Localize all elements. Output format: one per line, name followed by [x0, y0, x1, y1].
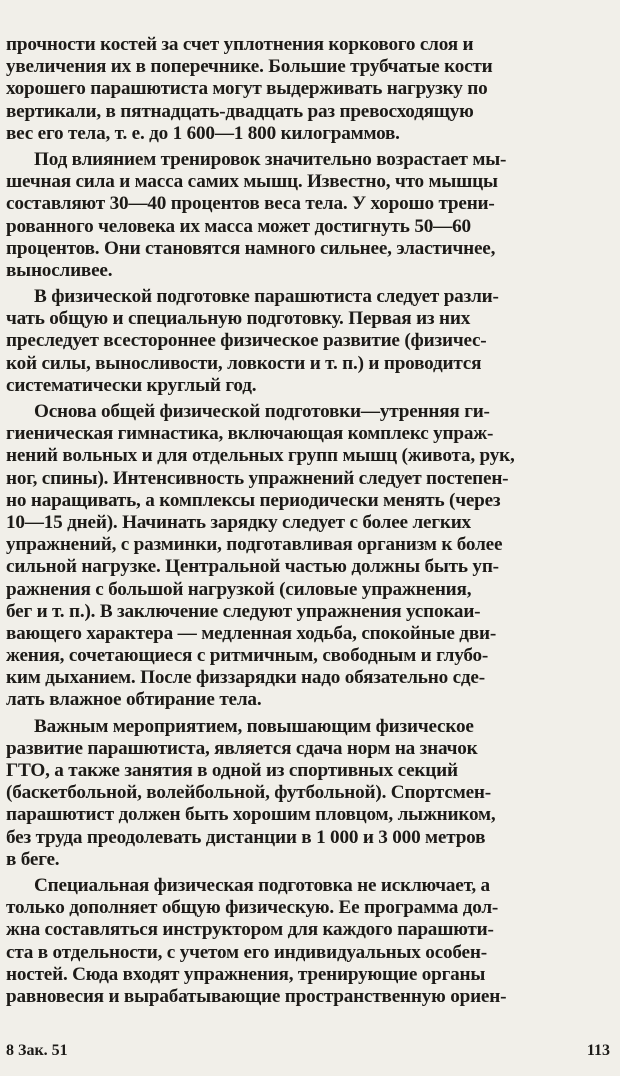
text-line: 10—15 дней). Начинать зарядку следует с более легких [6, 511, 471, 533]
text-line: увеличения их в поперечнике. Большие трубчатые кости [6, 56, 493, 78]
text-line: жна составляться инструктором для каждого парашюти- [6, 919, 494, 941]
body-text [6, 34, 610, 1008]
text-line: жения, сочетающиеся с ритмичным, свободным и глубо- [6, 645, 489, 667]
text-line: ста в отдельности, с учетом его индивидуальных особен- [6, 941, 487, 963]
text-line: но наращивать, а комплексы периодически менять (через [6, 489, 501, 511]
paragraph-first-line: Основа общей физической подготовки—утренняя ги- [34, 401, 490, 422]
text-line: без труда преодолевать дистанции в 1 000 и 3 000 метров [6, 826, 486, 848]
text-line: систематически круглый год. [6, 374, 257, 396]
text-line: в беге. [6, 848, 60, 870]
text-line: преследует всестороннее физическое развитие (физичес- [6, 330, 487, 352]
text-line: составляют 30—40 процентов веса тела. У хорошо трени- [6, 193, 495, 215]
paragraph-first-line: Под влиянием тренировок значительно возрастает мы- [34, 148, 507, 170]
text-line: рованного человека их масса может достигнуть 50—60 [6, 215, 471, 237]
page-number: 113 [586, 1042, 610, 1059]
printer-signature: 8 Зак. 51 [6, 1042, 68, 1059]
text-line: процентов. Они становятся намного сильнее, эластичнее, [6, 237, 496, 259]
text-line: бег и т. п.). В заключение следуют упражнения успокаи- [6, 600, 481, 622]
paragraph-first-line: Специальная физическая подготовка не исключает, а [34, 874, 490, 896]
text-line: нений вольных и для отдельных групп мышц (живота, рук, [6, 445, 515, 467]
page-footer [6, 1042, 610, 1064]
text-line: (баскетбольной, волейбольной, футбольной). Спортсмен- [6, 782, 491, 804]
paragraph-first-line: Важным мероприятием, повышающим физическое [34, 715, 474, 737]
text-line: чать общую и специальную подготовку. Первая из них [6, 308, 471, 330]
text-line: кой силы, выносливости, ловкости и т. п.) и проводится [6, 352, 482, 374]
text-line: выносливее. [6, 259, 113, 281]
text-line: только дополняет общую физическую. Ее программа дол- [6, 897, 499, 919]
text-line: вертикали, в пятнадцать-двадцать раз превосходящую [6, 100, 474, 122]
text-line: гиеническая гимнастика, включающая комплекс упраж- [6, 423, 494, 445]
text-line: ГТО, а также занятия в одной из спортивных секций [6, 760, 458, 781]
text-line: лать влажное обтирание тела. [6, 689, 262, 711]
text-line: равновесия и вырабатывающие пространственную ориен- [6, 985, 507, 1007]
text-line: шечная сила и масса самих мышц. Известно, что мышцы [6, 171, 498, 193]
text-line: ностей. Сюда входят упражнения, тренирующие органы [6, 963, 486, 985]
text-line: парашютист должен быть хорошим пловцом, лыжником, [6, 804, 496, 826]
text-line: ким дыханием. После физзарядки надо обязательно сде- [6, 667, 485, 689]
text-line: вающего характера — медленная ходьба, спокойные дви- [6, 622, 497, 644]
text-line: ражнения с большой нагрузкой (силовые упражнения, [6, 578, 472, 600]
text-line: хорошего парашютиста могут выдерживать нагрузку по [6, 78, 488, 100]
text-line: развитие парашютиста, является сдача норм на значок [6, 737, 478, 759]
text-line: вес его тела, т. е. до 1 600—1 800 килограммов. [6, 122, 400, 144]
text-line: ног, спины). Интенсивность упражнений следует постепен- [6, 467, 509, 489]
text-line: упражнений, с разминки, подготавливая организм к более [6, 534, 503, 556]
text-line: сильной нагрузке. Центральной частью должны быть уп- [6, 556, 499, 578]
text-line: прочности костей за счет уплотнения коркового слоя и [6, 34, 474, 55]
paragraph-first-line: В физической подготовке парашютиста следует разли- [34, 286, 499, 308]
